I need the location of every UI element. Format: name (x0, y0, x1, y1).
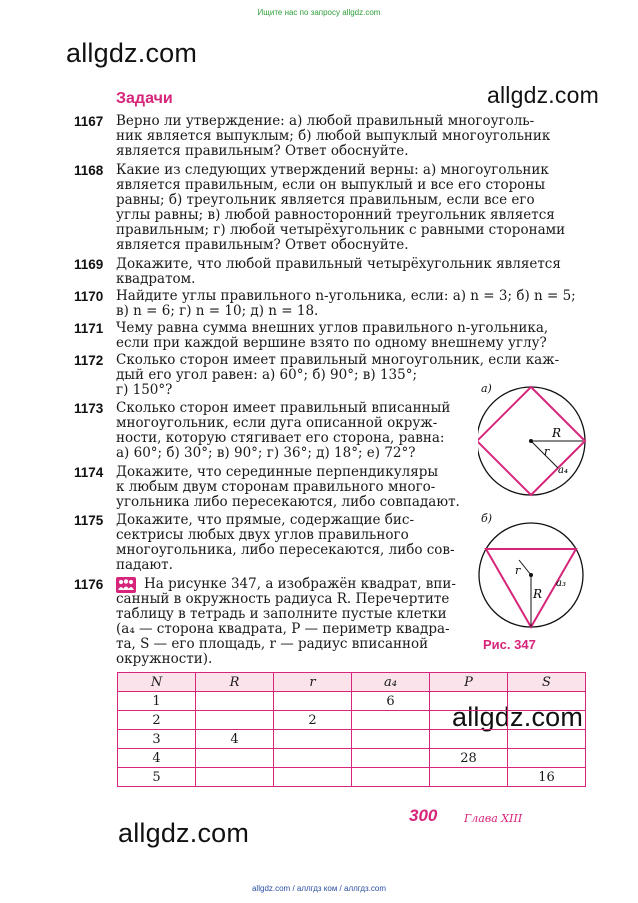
radius-r (519, 560, 531, 575)
watermark: allgdz.com (452, 702, 584, 732)
table-cell (274, 768, 352, 787)
table-cell: 4 (118, 749, 196, 768)
chapter-label: Глава XIII (464, 812, 523, 825)
problem-number: 1172 (74, 353, 104, 368)
table-row (118, 730, 586, 749)
problem-text: Какие из следующих утверждений верны: а) многоугольник является правильным, если он выпуклый и все его стороны равны; б) треугольник является правильным, если все его углы равны; в) любой равносторонний треугольник является правильным; г) любой четырёхугольник с равными сторонами является правильным? Ответ обоснуйте. (116, 162, 566, 253)
problem-text: Найдите углы правильного n-угольника, если: а) n = 3; б) n = 5; в) n = 6; г) n = 10; д) n = 18. (116, 288, 576, 319)
section-title: Задачи (116, 90, 173, 107)
table-cell (274, 692, 352, 711)
table-cell (196, 692, 274, 711)
watermark: allgdz.com (487, 82, 599, 108)
label-r: r (544, 445, 550, 458)
problem-text: Сколько сторон имеет правильный вписанный многоугольник, если дуга описанной окруж- ности, которую стягивает его сторона, равна: а) 60°; б) 30°; в) 90°; г) 36°; д) 18°; е) 72°? (116, 400, 451, 461)
table-cell (430, 730, 508, 749)
header-cell: N (118, 673, 196, 692)
top-note: Ищите нас по запросу allgdz.com (257, 8, 381, 17)
label-a3: a₃ (556, 578, 566, 589)
table-header-row (118, 673, 586, 692)
label-a4: a₄ (558, 465, 568, 476)
problem-number: 1169 (74, 257, 104, 272)
table-cell: 3 (118, 730, 196, 749)
problem-number: 1171 (74, 321, 104, 336)
problem-text: На рисунке 347, а изображён квадрат, впи- (144, 576, 456, 592)
problem-number: 1167 (74, 114, 104, 129)
table-cell: 16 (508, 768, 586, 787)
table-row (118, 768, 586, 787)
problem-number: 1174 (74, 465, 104, 480)
problem-number: 1173 (74, 401, 104, 416)
label-r: r (515, 564, 521, 577)
table-cell (196, 711, 274, 730)
problem-text: Докажите, что любой правильный четырёхугольник является квадратом. (116, 256, 561, 287)
header-cell: a₄ (352, 673, 430, 692)
header-cell: S (508, 673, 586, 692)
header-cell: P (430, 673, 508, 692)
problem-number: 1168 (74, 163, 104, 178)
table-cell (352, 711, 430, 730)
table-cell (508, 711, 586, 730)
figure-a-square-in-circle (478, 383, 598, 503)
problem-text: Верно ли утверждение: а) любой правильный многоуголь- ник является выпуклым; б) любой выпуклый многоугольник является правильным? Ответ обоснуйте. (116, 113, 551, 159)
table-cell (430, 711, 508, 730)
table-cell (508, 692, 586, 711)
data-table (117, 672, 586, 787)
page-number: 300 (409, 806, 438, 825)
table-row (118, 711, 586, 730)
table-cell (430, 768, 508, 787)
table-row (118, 749, 586, 768)
problem-text: Докажите, что серединные перпендикуляры к любым двум сторонам правильного много- угольника либо пересекаются, либо совпадают. (116, 464, 460, 510)
figure-a-label: а) (481, 382, 492, 395)
figure-b-triangle-in-circle (478, 520, 598, 635)
table-cell (352, 768, 430, 787)
header-cell: R (196, 673, 274, 692)
header-cell: r (274, 673, 352, 692)
problem-number: 1170 (74, 289, 104, 304)
table-cell (274, 749, 352, 768)
watermark: allgdz.com (66, 38, 198, 68)
table-cell: 4 (196, 730, 274, 749)
figure-b-label: б) (481, 512, 493, 525)
problem-number: 1176 (74, 577, 104, 592)
table-cell: 2 (274, 711, 352, 730)
table-cell: 28 (430, 749, 508, 768)
problem-number: 1175 (74, 513, 104, 528)
label-R: R (533, 587, 543, 601)
table-cell (274, 730, 352, 749)
label-R: R (552, 426, 562, 440)
problem-text: Чему равна сумма внешних углов правильного n-угольника, если при каждой вершине взято по одному внешнему углу? (116, 320, 549, 351)
table-cell (196, 749, 274, 768)
table-cell (352, 730, 430, 749)
center-point (529, 573, 533, 577)
table-cell (508, 730, 586, 749)
problem-text-cont: санный в окружность радиуса R. Перечертите таблицу в тетрадь и заполните пустые клетки (a₄ — сторона квадрата, P — периметр квадра- та, S — его площадь, r — радиус вписанной окружности). (116, 591, 450, 667)
table-cell: 2 (118, 711, 196, 730)
center-point (529, 439, 533, 443)
figure-caption: Рис. 347 (483, 637, 536, 652)
table-cell (352, 749, 430, 768)
problem-text: Докажите, что прямые, содержащие бис- сектрисы любых двух углов правильного многоугольника, либо пересекаются, либо сов- падают. (116, 512, 455, 573)
table-cell: 1 (118, 692, 196, 711)
table-cell (196, 768, 274, 787)
table-cell (430, 692, 508, 711)
table-cell: 5 (118, 768, 196, 787)
table-cell (508, 749, 586, 768)
problem-text: Сколько сторон имеет правильный многоугольник, если каж- дый его угол равен: а) 60°; б) 90°; в) 135°; г) 150°? (116, 352, 560, 398)
table-cell: 6 (352, 692, 430, 711)
bottom-note: allgdz.com / аллгдз ком / аллгдз.com (251, 884, 387, 893)
watermark: allgdz.com (118, 818, 250, 848)
table-row (118, 692, 586, 711)
